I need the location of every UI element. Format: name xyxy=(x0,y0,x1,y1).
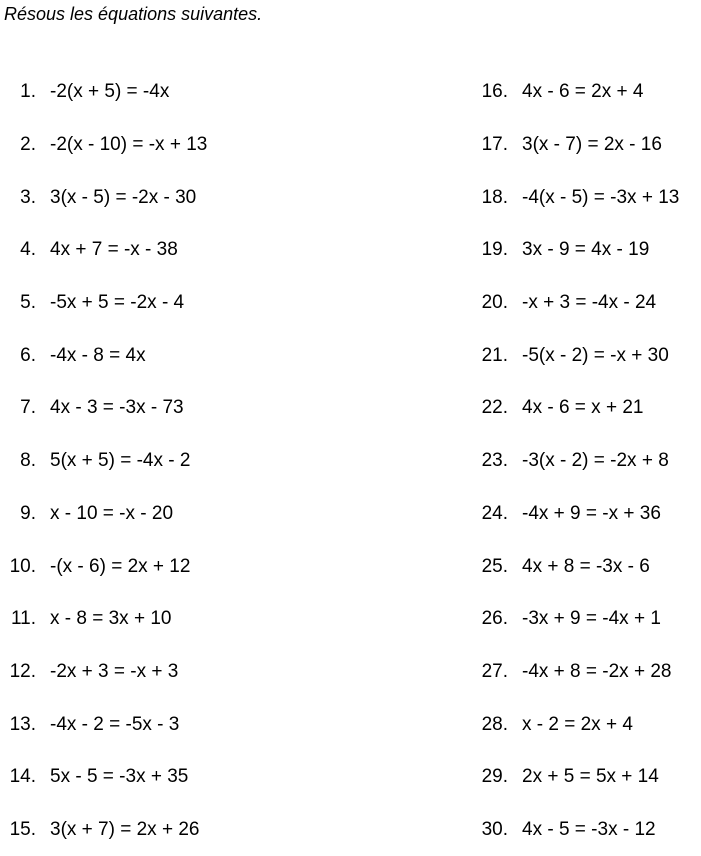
equation-text: -3(x - 2) = -2x + 8 xyxy=(522,450,669,472)
worksheet-title: Résous les équations suivantes. xyxy=(4,4,263,24)
equation-number: 11. xyxy=(10,608,36,630)
equation-number: 9. xyxy=(20,502,36,524)
equation-text: x - 2 = 2x + 4 xyxy=(522,713,633,735)
equation-item xyxy=(470,804,700,856)
equation-text: 4x - 3 = -3x - 73 xyxy=(50,397,184,419)
equation-number: 2. xyxy=(20,134,36,156)
equation-text: -2x + 3 = -x + 3 xyxy=(50,660,179,682)
equation-item xyxy=(0,224,330,277)
equation-item xyxy=(0,698,330,751)
equation-item xyxy=(0,751,330,804)
equation-text: 2x + 5 = 5x + 14 xyxy=(522,766,659,788)
equation-text: -4x + 9 = -x + 36 xyxy=(522,502,661,524)
equation-item xyxy=(0,540,330,593)
equation-item xyxy=(0,488,330,541)
equation-number: 7. xyxy=(20,397,36,419)
equation-item xyxy=(470,698,700,751)
equation-item xyxy=(0,804,330,856)
equation-text: 3(x - 5) = -2x - 30 xyxy=(50,186,197,208)
equation-number: 24. xyxy=(481,502,508,524)
equation-item xyxy=(0,66,330,119)
equation-list-right xyxy=(470,66,700,856)
equation-text: -2(x - 10) = -x + 13 xyxy=(50,134,208,156)
equation-text: -(x - 6) = 2x + 12 xyxy=(50,555,191,577)
equation-text: 3x - 9 = 4x - 19 xyxy=(522,239,650,261)
equation-text: -5x + 5 = -2x - 4 xyxy=(50,292,185,314)
equation-number: 19. xyxy=(481,239,508,261)
equation-item xyxy=(470,277,700,330)
equation-number: 10. xyxy=(9,555,36,577)
equation-text: 4x - 6 = x + 21 xyxy=(522,397,644,419)
equation-text: 4x - 6 = 2x + 4 xyxy=(522,81,644,103)
equation-text: -x + 3 = -4x - 24 xyxy=(522,292,657,314)
equation-item xyxy=(470,224,700,277)
equation-number: 27. xyxy=(481,660,508,682)
equation-text: x - 8 = 3x + 10 xyxy=(50,608,172,630)
equation-item xyxy=(0,119,330,172)
equation-text: -4(x - 5) = -3x + 13 xyxy=(522,186,680,208)
equation-item xyxy=(0,646,330,699)
equation-number: 14. xyxy=(9,766,36,788)
equation-number: 5. xyxy=(20,292,36,314)
equation-number: 15. xyxy=(9,818,36,840)
equation-number: 13. xyxy=(9,713,36,735)
equation-number: 17. xyxy=(481,134,508,156)
equation-item xyxy=(470,382,700,435)
equation-item xyxy=(470,329,700,382)
equation-number: 22. xyxy=(481,397,508,419)
equation-text: 4x - 5 = -3x - 12 xyxy=(522,818,656,840)
equation-number: 3. xyxy=(20,186,36,208)
equation-item xyxy=(0,277,330,330)
equation-number: 20. xyxy=(481,292,508,314)
equation-number: 26. xyxy=(481,608,508,630)
equation-item xyxy=(0,435,330,488)
equation-number: 6. xyxy=(20,344,36,366)
equation-number: 21. xyxy=(481,344,508,366)
equation-number: 18. xyxy=(481,186,508,208)
equation-item xyxy=(0,329,330,382)
equation-number: 1. xyxy=(20,81,36,103)
equation-text: -4x - 2 = -5x - 3 xyxy=(50,713,180,735)
equation-number: 29. xyxy=(481,766,508,788)
equation-number: 25. xyxy=(481,555,508,577)
equation-number: 16. xyxy=(481,81,508,103)
equation-text: 3(x - 7) = 2x - 16 xyxy=(522,134,662,156)
equation-item xyxy=(470,751,700,804)
equation-item xyxy=(470,488,700,541)
equation-text: -2(x + 5) = -4x xyxy=(50,81,170,103)
equation-item xyxy=(470,646,700,699)
equation-text: 4x + 7 = -x - 38 xyxy=(50,239,178,261)
equation-text: 5x - 5 = -3x + 35 xyxy=(50,766,189,788)
equation-item xyxy=(470,435,700,488)
equation-text: -4x + 8 = -2x + 28 xyxy=(522,660,672,682)
equation-text: x - 10 = -x - 20 xyxy=(50,502,174,524)
equation-item xyxy=(470,593,700,646)
equation-list-left xyxy=(0,66,330,856)
equation-item xyxy=(0,382,330,435)
equation-number: 28. xyxy=(481,713,508,735)
equation-item xyxy=(0,171,330,224)
equation-text: 4x + 8 = -3x - 6 xyxy=(522,555,650,577)
equation-text: -3x + 9 = -4x + 1 xyxy=(522,608,661,630)
equation-number: 30. xyxy=(481,818,508,840)
equation-item xyxy=(470,540,700,593)
equation-number: 12. xyxy=(9,660,36,682)
equation-text: 3(x + 7) = 2x + 26 xyxy=(50,818,200,840)
equation-number: 4. xyxy=(20,239,36,261)
equation-number: 23. xyxy=(481,450,508,472)
equation-text: 5(x + 5) = -4x - 2 xyxy=(50,450,191,472)
equation-item xyxy=(470,119,700,172)
equation-item xyxy=(470,66,700,119)
equation-text: -4x - 8 = 4x xyxy=(50,344,146,366)
equation-text: -5(x - 2) = -x + 30 xyxy=(522,344,669,366)
equation-item xyxy=(0,593,330,646)
equation-item xyxy=(470,171,700,224)
equation-number: 8. xyxy=(20,450,36,472)
